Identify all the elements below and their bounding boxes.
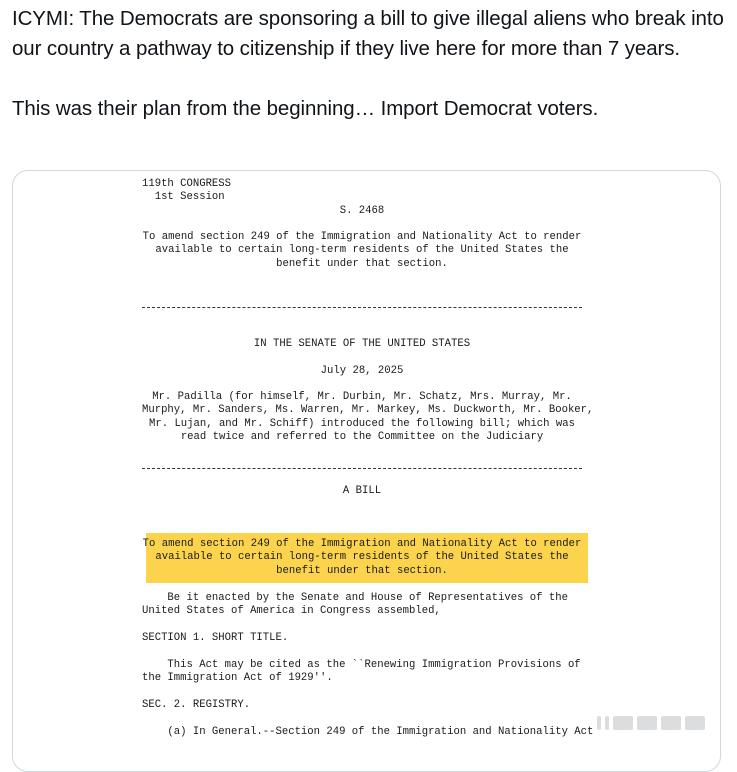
attached-image[interactable] <box>12 170 721 772</box>
doc-enacting-line: United States of America in Congress assembled, <box>142 605 441 617</box>
doc-highlighted-purpose-line: benefit under that section. <box>276 565 448 577</box>
post-paragraph-2: This was their plan from the beginning… Import Democrat voters. <box>12 97 599 120</box>
post-paragraph-1: ICYMI: The Democrats are sponsoring a bill to give illegal aliens who break into our country a pathway to citizenship if they live here for more than 7 years. <box>12 7 724 60</box>
post-text <box>12 4 727 124</box>
doc-divider <box>142 468 582 469</box>
doc-sponsors-line: Mr. Lujan, and Mr. Schiff) introduced the following bill; which was <box>149 418 575 430</box>
doc-short-title-line: This Act may be cited as the ``Renewing Immigration Provisions of <box>142 659 581 671</box>
doc-date: July 28, 2025 <box>320 365 404 377</box>
doc-a-bill: A BILL <box>342 485 382 497</box>
watermark-logo <box>597 711 727 735</box>
doc-section2-title: SEC. 2. REGISTRY. <box>142 699 251 711</box>
doc-senate-header: IN THE SENATE OF THE UNITED STATES <box>253 338 471 350</box>
doc-sponsors-line: Mr. Padilla (for himself, Mr. Durbin, Mr. Schatz, Mrs. Murray, Mr. <box>152 391 572 403</box>
doc-divider <box>142 307 582 308</box>
doc-session: 1st Session <box>142 191 225 203</box>
doc-congress: 119th CONGRESS <box>142 178 232 190</box>
doc-purpose-line: To amend section 249 of the Immigration and Nationality Act to render <box>142 231 582 243</box>
doc-sponsors-line: read twice and referred to the Committee on the Judiciary <box>180 431 544 443</box>
doc-highlighted-purpose-line: To amend section 249 of the Immigration and Nationality Act to render <box>142 538 582 550</box>
bill-document <box>13 171 720 771</box>
doc-purpose-line: benefit under that section. <box>276 258 448 270</box>
doc-section2-text: (a) In General.--Section 249 of the Immigration and Nationality Act <box>142 726 594 738</box>
doc-sponsors-line: Murphy, Mr. Sanders, Ms. Warren, Mr. Markey, Ms. Duckworth, Mr. Booker, <box>142 404 594 416</box>
doc-enacting-line: Be it enacted by the Senate and House of Representatives of the <box>142 592 568 604</box>
doc-short-title-line: the Immigration Act of 1929''. <box>142 672 333 684</box>
doc-bill-number: S. 2468 <box>339 205 385 217</box>
doc-purpose-line: available to certain long-term residents of the United States the <box>155 244 569 256</box>
doc-section1-title: SECTION 1. SHORT TITLE. <box>142 632 289 644</box>
doc-highlighted-purpose-line: available to certain long-term residents of the United States the <box>155 551 569 563</box>
